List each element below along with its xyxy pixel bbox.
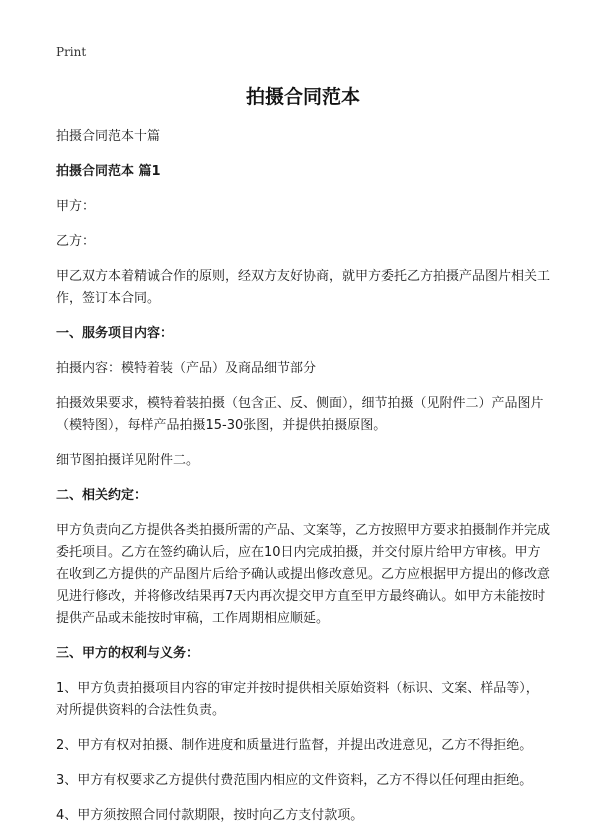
section-3-item: 2、甲方有权对拍摄、制作进度和质量进行监督，并提出改进意见，乙方不得拒绝。	[56, 738, 533, 753]
section-2-heading: 二、相关约定：	[56, 488, 148, 503]
section-1-heading: 一、服务项目内容：	[56, 326, 174, 341]
section-heading: 拍摄合同范本 篇1	[56, 164, 161, 179]
page-title: 拍摄合同范本	[245, 86, 360, 108]
print-link[interactable]: Print	[56, 45, 87, 59]
section-3-item: 1、甲方负责拍摄项目内容的审定并按时提供相关原始资料（标识、文案、样品等），对所提供资料的合法性负责。	[56, 681, 539, 718]
section-1-effect: 拍摄效果要求，模特着装拍摄（包含正、反、侧面），细节拍摄（见附件二）产品图片（模特图），每样产品拍摄15-30张图，并提供拍摄原图。	[56, 396, 544, 433]
party-a-label: 甲方：	[56, 199, 96, 214]
party-b-label: 乙方：	[56, 234, 96, 249]
section-3-item: 4、甲方须按照合同付款期限，按时向乙方支付款项。	[56, 808, 364, 823]
section-1-detail: 细节图拍摄详见附件二。	[56, 453, 200, 468]
section-3-item: 3、甲方有权要求乙方提供付费范围内相应的文件资料，乙方不得以任何理由拒绝。	[56, 773, 533, 788]
section-3-heading: 三、甲方的权利与义务：	[56, 646, 200, 661]
section-2-body: 甲方负责向乙方提供各类拍摄所需的产品、文案等，乙方按照甲方要求拍摄制作并完成委托项目。乙方在签约确认后，应在10日内完成拍摄，并交付原片给甲方审核。甲方在收到乙方提供的产品图片后给予确认或提出修改意见。乙方应根据甲方提出的修改意见进行修改，并将修改结果再7天内再次提交甲方直至甲方最终确认。如甲方未能按时提供产品或未能按时审稿，工作周期相应顺延。	[56, 523, 551, 626]
subtitle: 拍摄合同范本十篇	[56, 129, 161, 144]
intro-paragraph: 甲乙双方本着精诚合作的原则，经双方友好协商，就甲方委托乙方拍摄产品图片相关工作，签订本合同。	[56, 269, 551, 306]
section-1-content: 拍摄内容：模特着装（产品）及商品细节部分	[56, 361, 317, 376]
